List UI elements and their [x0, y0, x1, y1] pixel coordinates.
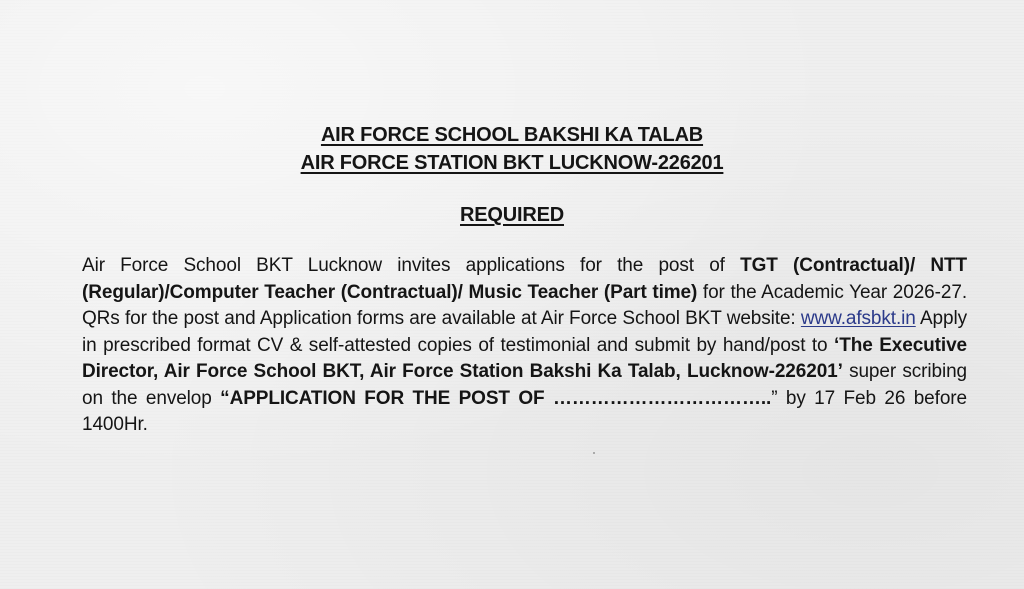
school-name-heading: AIR FORCE SCHOOL BAKSHI KA TALAB	[320, 124, 704, 146]
posts-text: TGT (Contractual)/ NTT (Regular)/Computer Teacher (Contractual)/ Music Teacher (Part time)	[82, 255, 967, 303]
deadline-text: ” by 17 Feb 26 before 1400Hr.	[82, 387, 967, 435]
academic-year-text: for the Academic Year 2026-27. QRs for the post and Application forms are available at Air Force School BKT website:	[82, 281, 967, 329]
addressee-text: ‘The Executive Director, Air Force School BKT, Air Force Station Bakshi Ka Talab, Lucknow-226201’	[82, 334, 968, 382]
required-heading: REQUIRED	[460, 204, 564, 226]
scan-speck	[593, 452, 595, 454]
apply-text: Apply in prescribed format CV & self-attested copies of testimonial and submit by hand/post to	[82, 308, 967, 356]
envelope-label-text: “APPLICATION FOR THE POST OF ……………………………..	[220, 387, 772, 409]
superscribe-text: super scribing on the envelop	[82, 361, 967, 409]
intro-text: Air Force School BKT Lucknow invites applications for the post of	[82, 255, 741, 276]
notice-paragraph	[82, 253, 967, 439]
station-address-heading: AIR FORCE STATION BKT LUCKNOW-226201	[300, 152, 724, 174]
website-link[interactable]: www.afsbkt.in	[800, 308, 916, 329]
